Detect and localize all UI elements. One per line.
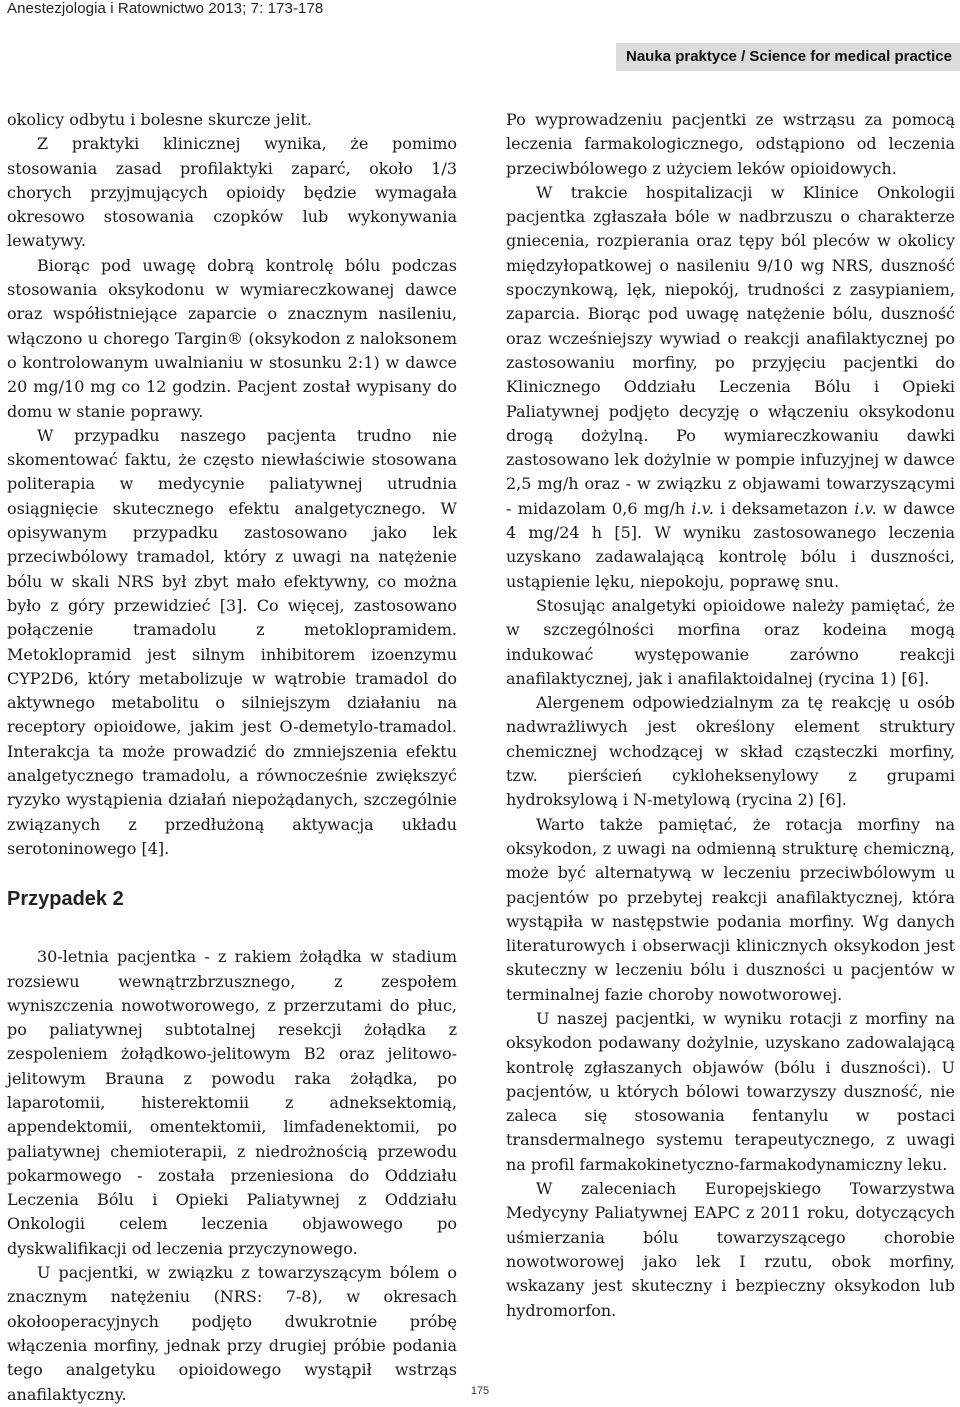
paragraph: W zaleceniach Europejskiego Towarzystwa Medycyny Paliatywnej EAPC z 2011 roku, dotyczących uśmierzania bólu towarzyszącego chorobie nowotworowej jako lek I rzutu, obok morfiny, wskazany jest skuteczny i bezpieczny oksykodon lub hydromorfon. — [506, 1179, 955, 1320]
abbreviation-iv: i.v. — [854, 498, 877, 518]
text-run: w dawce 4 mg/24 h [5]. W wyniku zastosowanego leczenia uzyskano zadawalającą kontrolę bólu i duszności, ustąpienie lęku, niepokoju, poprawę snu. — [506, 498, 955, 591]
paragraph: W przypadku naszego pacjenta trudno nie skomentować faktu, że często niewłaściwie stosowana politerapia w medycynie paliatywnej utrudnia osiągnięcie skutecznego efektu analgetycznego. W opisywanym przypadku zastosowano jako lek przeciwbólowy tramadol, który z uwagi na natężenie bólu w skali NRS był zbyt mało efektywny, co można było z góry przewidzieć [3]. Co więcej, zastosowano połączenie tramadolu z metoklopramidem. Metoklopramid jest silnym inhibitorem izoenzymu CYP2D6, który metabolizuje w wątrobie tramadol do aktywnego metabolitu o silniejszym działaniu na receptory opioidowe, jakim jest O-demetylo-tramadol. Interakcja ta może prowadzić do zmniejszenia efektu analgetycznego tramadolu, a równocześnie zwiększyć ryzyko wystąpienia działań niepożądanych, szczególnie związanych z przedłużoną aktywacja układu serotoninowego [4]. — [7, 425, 457, 858]
paragraph: Biorąc pod uwagę dobrą kontrolę bólu podczas stosowania oksykodonu w wymiareczkowanej dawce oraz współistniejące zaparcie o znacznym nasileniu, włączono u chorego Targin® (oksykodon z naloksonem o kontrolowanym uwalnianiu w stosunku 2:1) w dawce 20 mg/10 mg co 12 godzin. Pacjent został wypisany do domu w stanie poprawy. — [7, 255, 457, 421]
text-run: i deksametazon — [713, 498, 855, 518]
paragraph: 30-letnia pacjentka - z rakiem żołądka w stadium rozsiewu wewnątrzbrzusznego, z zespołem wyniszczenia nowotworowego, z przerzutami do płuc, po paliatywnej subtotalnej resekcji żołądka z zespoleniem żołądkowo-jelitowym B2 oraz jelitowo-jelitowym Brauna z powodu raka żołądka, po laparotomii, histerektomii z adneksektomią, appendektomii, omentektomii, limfadenektomii, po paliatywnej chemioterapii, z niedrożnością przewodu pokarmowego - została przeniesiona do Oddziału Leczenia Bólu i Opieki Paliatywnej z Oddziału Onkologii celem leczenia objawowego po dyskwalifikacji od leczenia przyczynowego. — [7, 947, 457, 1258]
section-label: Nauka praktyce / Science for medical practice — [616, 43, 960, 71]
paragraph: Warto także pamiętać, że rotacja morfiny na oksykodon, z uwagi na odmienną strukturę chemiczną, może być alternatywą w leczeniu przeciwbólowym u pacjentów po przebytej reakcji anafilaktycznej, która wystąpiła w następstwie podania morfiny. Wg danych literaturowych i obserwacji klinicznych oksykodon jest skuteczny w leczeniu bólu i duszności u pacjentów w terminalnej fazie choroby nowotworowej. — [506, 814, 955, 1004]
paragraph: U pacjentki, w związku z towarzyszącym bólem o znacznym natężeniu (NRS: 7-8), w okresach okołooperacyjnych podjęto dwukrotnie próbę włączenia morfiny, jednak przy drugiej próbie podania tego analgetyku opioidowego wystąpił wstrząs anafilaktyczny. — [7, 1263, 457, 1404]
left-column — [7, 108, 457, 1407]
right-column — [506, 108, 955, 1323]
paragraph: Alergenem odpowiedzialnym za tę reakcję u osób nadwrażliwych jest określony element struktury chemicznej wchodzącej w skład cząsteczki morfiny, tzw. pierścień cykloheksenylowy z grupami hydroksylową i N-metylową (rycina 2) [6]. — [506, 693, 955, 810]
paragraph: Stosując analgetyki opioidowe należy pamiętać, że w szczególności morfina oraz kodeina mogą indukować występowanie zarówno reakcji anafilaktycznej, jak i anafilaktoidalnej (rycina 1) [6]. — [506, 595, 955, 688]
abbreviation-iv: i.v. — [691, 498, 714, 518]
paragraph — [506, 181, 955, 594]
section-heading: Przypadek 2 — [7, 888, 124, 911]
paragraph: U naszej pacjentki, w wyniku rotacji z morfiny na oksykodon podawany dożylnie, uzyskano zadowalającą kontrolę zgłaszanych objawów (bólu i duszności). U pacjentów, u których bólowi towarzyszy duszność, nie zaleca się stosowania fentanylu w postaci transdermalnego systemu terapeutycznego, z uwagi na profil farmakokinetyczno-farmakodynamiczny leku. — [506, 1008, 955, 1174]
paragraph: Z praktyki klinicznej wynika, że pomimo stosowania zasad profilaktyki zaparć, około 1/3 chorych przyjmujących opioidy będzie wymagała okresowo stosowania czopków lub wykonywania lewatywy. — [7, 134, 457, 251]
paragraph: okolicy odbytu i bolesne skurcze jelit. — [7, 110, 312, 129]
paragraph: Po wyprowadzeniu pacjentki ze wstrząsu za pomocą leczenia farmakologicznego, odstąpiono od leczenia przeciwbólowego z użyciem leków opioidowych. — [506, 110, 955, 178]
page-number: 175 — [470, 1385, 490, 1397]
text-run: W trakcie hospitalizacji w Klinice Onkologii pacjentka zgłaszała bóle w nadbrzuszu o charakterze gniecenia, rozpierania oraz tępy ból pleców w okolicy międzyłopatkowej o nasileniu 9/10 wg NRS, duszność spoczynkową, lęk, niepokój, trudności z zasypianiem, zaparcia. Biorąc pod uwagę natężenie bólu, duszność oraz wcześniejszy wywiad o reakcji anafilaktycznej po zastosowaniu morfiny, po przyjęciu pacjentki do Klinicznego Oddziału Leczenia Bólu i Opieki Paliatywnej podjęto decyzję o włączeniu oksykodonu drogą dożylną. Po wymiareczkowaniu dawki zastosowano lek dożylnie w pompie infuzyjnej w dawce 2,5 mg/h oraz - w związku z objawami towarzyszącymi - midazolam 0,6 mg/h — [506, 182, 955, 518]
journal-citation: Anestezjologia i Ratownictwo 2013; 7: 173-178 — [7, 0, 324, 17]
